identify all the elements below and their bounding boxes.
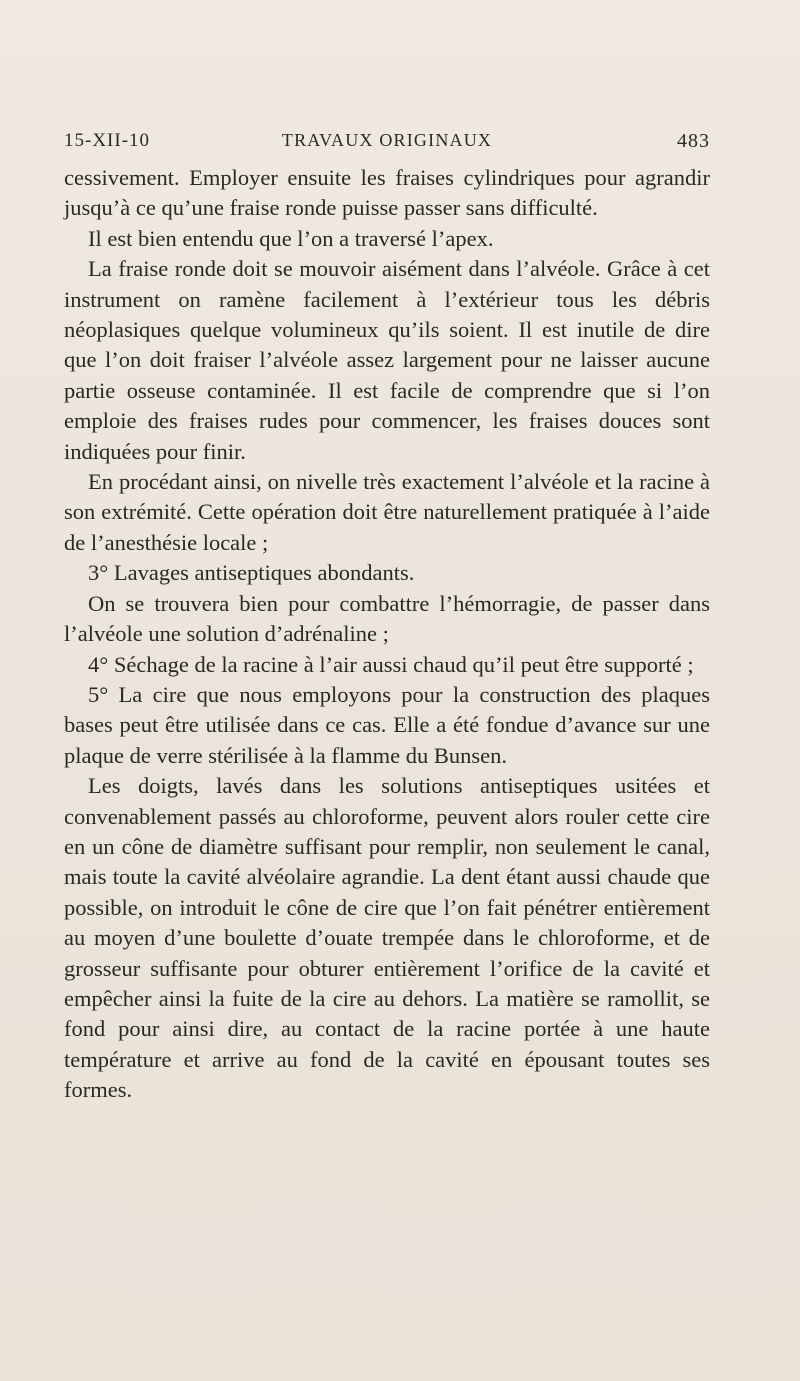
running-header [64, 126, 710, 158]
paragraph-4: En procédant ainsi, on nivelle très exactement l’alvéole et la racine à son extrémité. Cette opération doit être naturellement pratiquée à l’aide de l’anesthésie locale ; [64, 469, 710, 555]
header-running-title: TRAVAUX ORIGINAUX [281, 130, 493, 150]
header-date: 15-XII-10 [64, 130, 151, 151]
paragraph-9: Les doigts, lavés dans les solutions antiseptiques usitées et convenablement passés au chloroforme, peuvent alors rouler cette cire en un cône de diamètre suffisant pour remplir, non seulement le canal, mais toute la cavité alvéolaire agrandie. La dent étant aussi chaude que possible, on introduit le cône de cire que l’on fait pénétrer entièrement au moyen d’une boulette d’ouate trempée dans le chloroforme, et de grosseur suffisante pour obturer entièrement l’orifice de la cavité et empêcher ainsi la fuite de la cire au dehors. La matière se ramollit, se fond pour ainsi dire, au contact de la racine portée à une haute température et arrive au fond de la cavité en épousant toutes ses formes. [64, 773, 710, 1103]
paragraph-3: La fraise ronde doit se mouvoir aisément dans l’alvéole. Grâce à cet instrument on ramène facilement à l’extérieur tous les débris néoplasiques quelque volumineux qu’ils soient. Il est inutile de dire que l’on doit fraiser l’alvéole assez largement pour ne laisser aucune partie osseuse contaminée. Il est facile de comprendre que si l’on emploie des fraises rudes pour commencer, les fraises douces sont indiquées pour finir. [64, 256, 710, 464]
paragraph-8: 5° La cire que nous employons pour la construction des plaques bases peut être utilisée dans ce cas. Elle a été fondue d’avance sur une plaque de verre stérilisée à la flamme du Bunsen. [64, 681, 710, 768]
paragraph-1: cessivement. Employer ensuite les fraises cylindriques pour agrandir jusqu’à ce qu’une fraise ronde puisse passer sans difficulté. [64, 165, 710, 221]
paragraph-5: 3° Lavages antiseptiques abondants. [88, 560, 415, 586]
paragraph-2: Il est bien entendu que l’on a traversé l’apex. [88, 225, 494, 251]
paragraph-6: On se trouvera bien pour combattre l’hémorragie, de passer dans l’alvéole une solution d’adrénaline ; [64, 590, 710, 647]
body-text [64, 163, 710, 1106]
page-number: 483 [677, 130, 710, 152]
paragraph-7: 4° Séchage de la racine à l’air aussi chaud qu’il peut être supporté ; [88, 651, 694, 677]
